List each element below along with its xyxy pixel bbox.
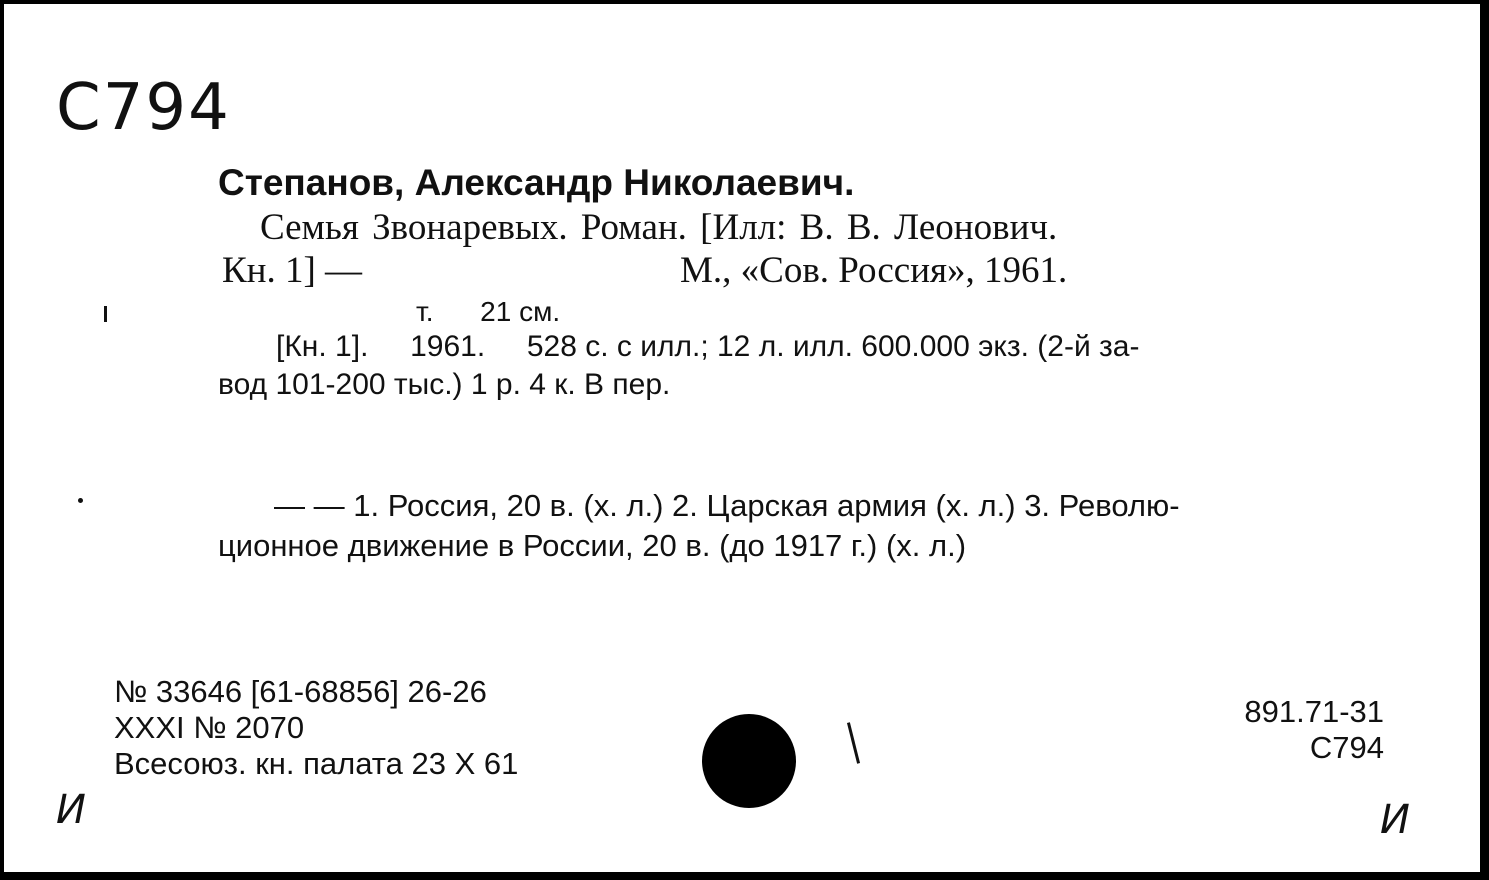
description-line-1: [Кн. 1]. 1961. 528 с. с илл.; 12 л. илл. 600.000 экз. (2-й за- bbox=[276, 330, 1140, 363]
footer-left-line-3: Всесоюз. кн. палата 23 X 61 bbox=[114, 746, 519, 781]
title-line-2a: Кн. 1] — bbox=[222, 250, 363, 291]
title-line-2b: М., «Сов. Россия», 1961. bbox=[680, 250, 1068, 291]
punch-hole bbox=[702, 714, 796, 808]
subjects-line-2: ционное движение в России, 20 в. (до 1917 г.) (х. л.) bbox=[218, 528, 967, 563]
margin-tick-1 bbox=[104, 306, 107, 322]
subjects-line-1: — — 1. Россия, 20 в. (х. л.) 2. Царская армия (х. л.) 3. Револю- bbox=[274, 488, 1180, 523]
title-line-1: Семья Звонаревых. Роман. [Илл: В. В. Леонович. bbox=[260, 207, 1058, 248]
catalog-card bbox=[4, 4, 1486, 876]
footer-left-line-1: № 33646 [61-68856] 26-26 bbox=[114, 674, 487, 709]
slash-mark bbox=[847, 722, 860, 763]
handwritten-call-number: C794 bbox=[56, 71, 231, 145]
size-line: т. 21 см. bbox=[416, 296, 561, 327]
author-mark: C794 bbox=[1309, 730, 1384, 765]
footer-right-block bbox=[1236, 694, 1384, 766]
classification-number: 891.71-31 bbox=[1244, 694, 1384, 729]
description-line-2: вод 101-200 тыс.) 1 р. 4 к. В пер. bbox=[218, 368, 671, 401]
author-heading: Степанов, Александр Николаевич. bbox=[218, 162, 855, 203]
handwritten-mark-right: И bbox=[1380, 797, 1410, 843]
margin-dot bbox=[78, 498, 83, 503]
handwritten-mark-left: И bbox=[56, 787, 86, 833]
footer-left-line-2: XXXI № 2070 bbox=[114, 710, 305, 745]
